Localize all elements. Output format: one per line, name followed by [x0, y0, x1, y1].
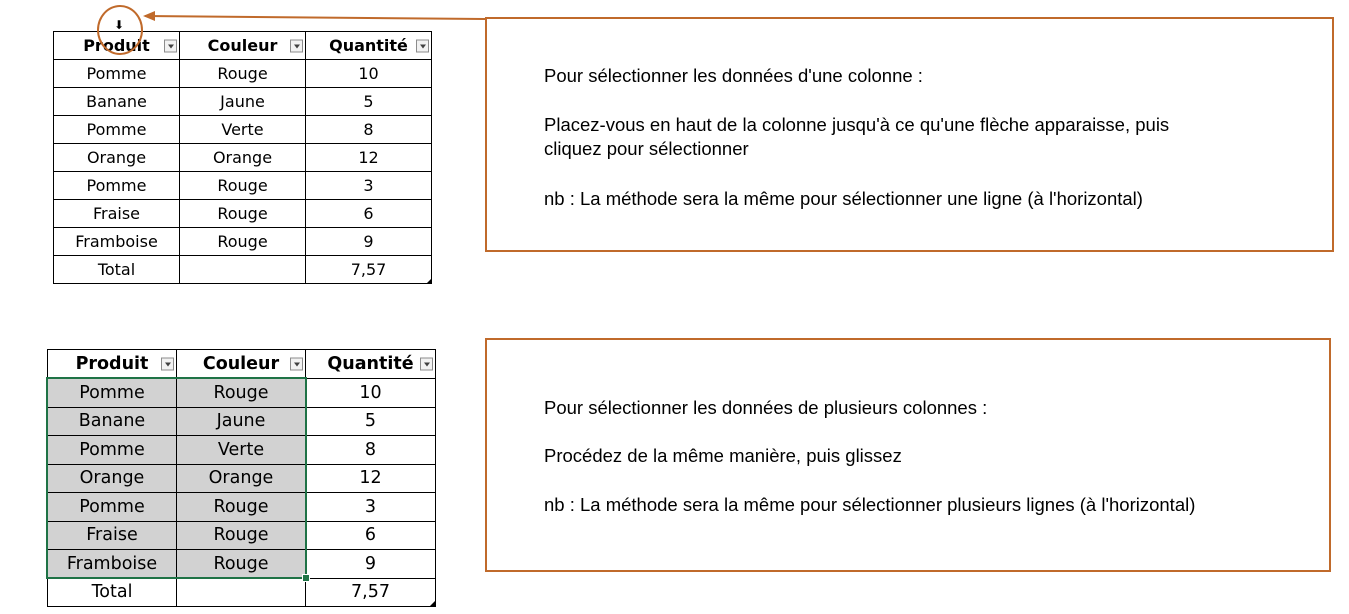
cell[interactable]: 6: [306, 200, 432, 228]
cell[interactable]: Banane: [54, 88, 180, 116]
cell[interactable]: Rouge: [180, 172, 306, 200]
cell-selected[interactable]: Verte: [177, 436, 306, 465]
cell[interactable]: Pomme: [54, 172, 180, 200]
total-row: [54, 256, 432, 284]
cell-selected[interactable]: Framboise: [48, 550, 177, 579]
cell[interactable]: 9: [306, 550, 436, 579]
table-row: [54, 144, 432, 172]
table-row: [48, 407, 436, 436]
filter-dropdown-icon[interactable]: [290, 39, 303, 52]
cell[interactable]: Pomme: [54, 60, 180, 88]
table-row: [48, 521, 436, 550]
cell[interactable]: 12: [306, 144, 432, 172]
selection-fill-handle[interactable]: [302, 574, 310, 582]
table-1: [53, 31, 432, 284]
cell[interactable]: 5: [306, 407, 436, 436]
cell[interactable]: Rouge: [180, 60, 306, 88]
cell[interactable]: [180, 256, 306, 284]
cell-selected[interactable]: Rouge: [177, 550, 306, 579]
table-row: [54, 88, 432, 116]
table-row: [48, 493, 436, 522]
callout-text: cliquez pour sélectionner: [544, 138, 749, 159]
cell[interactable]: 5: [306, 88, 432, 116]
cell-selected[interactable]: Jaune: [177, 407, 306, 436]
callout-note: nb : La méthode sera la même pour sélectionner une ligne (à l'horizontal): [544, 188, 1143, 209]
cell-selected[interactable]: Pomme: [48, 379, 177, 408]
cell[interactable]: Rouge: [180, 228, 306, 256]
table-row: [54, 116, 432, 144]
table-row: [54, 60, 432, 88]
cell-selected[interactable]: Orange: [48, 464, 177, 493]
column-header-couleur[interactable]: Couleur: [180, 32, 306, 60]
column-header-produit[interactable]: Produit: [48, 350, 177, 379]
cell[interactable]: [177, 578, 306, 607]
cell-selected[interactable]: Rouge: [177, 521, 306, 550]
table-row: [54, 200, 432, 228]
filter-dropdown-icon[interactable]: [416, 39, 429, 52]
callout-text: Placez-vous en haut de la colonne jusqu'à ce qu'une flèche apparaisse, puis: [544, 114, 1170, 135]
table-resize-handle[interactable]: [430, 601, 435, 606]
column-select-cursor-icon: ⬇: [114, 18, 125, 32]
table-resize-handle[interactable]: [426, 279, 431, 284]
cell[interactable]: 10: [306, 60, 432, 88]
cell[interactable]: Jaune: [180, 88, 306, 116]
total-label[interactable]: Total: [54, 256, 180, 284]
cell[interactable]: Verte: [180, 116, 306, 144]
table-row: [54, 172, 432, 200]
callout-heading: Pour sélectionner les données d'une colonne :: [544, 65, 923, 86]
arrow-line: [145, 16, 485, 19]
cell[interactable]: 10: [306, 379, 436, 408]
cell[interactable]: 8: [306, 116, 432, 144]
cell-selected[interactable]: Pomme: [48, 436, 177, 465]
filter-dropdown-icon[interactable]: [164, 39, 177, 52]
table-row: [48, 436, 436, 465]
cell[interactable]: Rouge: [180, 200, 306, 228]
callout-heading: Pour sélectionner les données de plusieurs colonnes :: [544, 397, 988, 418]
cell[interactable]: 3: [306, 493, 436, 522]
total-label[interactable]: Total: [48, 578, 177, 607]
cell-selected[interactable]: Fraise: [48, 521, 177, 550]
column-header-quantite[interactable]: Quantité: [306, 32, 432, 60]
table-row: [48, 464, 436, 493]
total-value[interactable]: 7,57: [306, 578, 436, 607]
callout-note: nb : La méthode sera la même pour sélectionner plusieurs lignes (à l'horizontal): [544, 494, 1196, 515]
cell[interactable]: 12: [306, 464, 436, 493]
cell[interactable]: 8: [306, 436, 436, 465]
cell-selected[interactable]: Rouge: [177, 493, 306, 522]
filter-dropdown-icon[interactable]: [420, 358, 433, 371]
total-row: [48, 578, 436, 607]
column-header-produit[interactable]: Produit: [54, 32, 180, 60]
column-header-quantite[interactable]: Quantité: [306, 350, 436, 379]
cell[interactable]: Orange: [54, 144, 180, 172]
cell[interactable]: Framboise: [54, 228, 180, 256]
arrow-head: [143, 11, 155, 21]
filter-dropdown-icon[interactable]: [161, 358, 174, 371]
callout-box-multiple-columns: [485, 338, 1331, 572]
cell-selected[interactable]: Pomme: [48, 493, 177, 522]
table-row: [48, 550, 436, 579]
cell-selected[interactable]: Rouge: [177, 379, 306, 408]
table-row: [48, 379, 436, 408]
cell[interactable]: Fraise: [54, 200, 180, 228]
filter-dropdown-icon[interactable]: [290, 358, 303, 371]
cell[interactable]: Pomme: [54, 116, 180, 144]
cell[interactable]: Orange: [180, 144, 306, 172]
cell-selected[interactable]: Orange: [177, 464, 306, 493]
cell[interactable]: 3: [306, 172, 432, 200]
cell[interactable]: 6: [306, 521, 436, 550]
table-2: [47, 349, 436, 607]
cell[interactable]: 9: [306, 228, 432, 256]
total-value[interactable]: 7,57: [306, 256, 432, 284]
callout-text: Procédez de la même manière, puis glissez: [544, 445, 902, 466]
table-row: [54, 228, 432, 256]
column-header-couleur[interactable]: Couleur: [177, 350, 306, 379]
header-row: [48, 350, 436, 379]
cell-selected[interactable]: Banane: [48, 407, 177, 436]
callout-box-single-column: [485, 17, 1334, 252]
